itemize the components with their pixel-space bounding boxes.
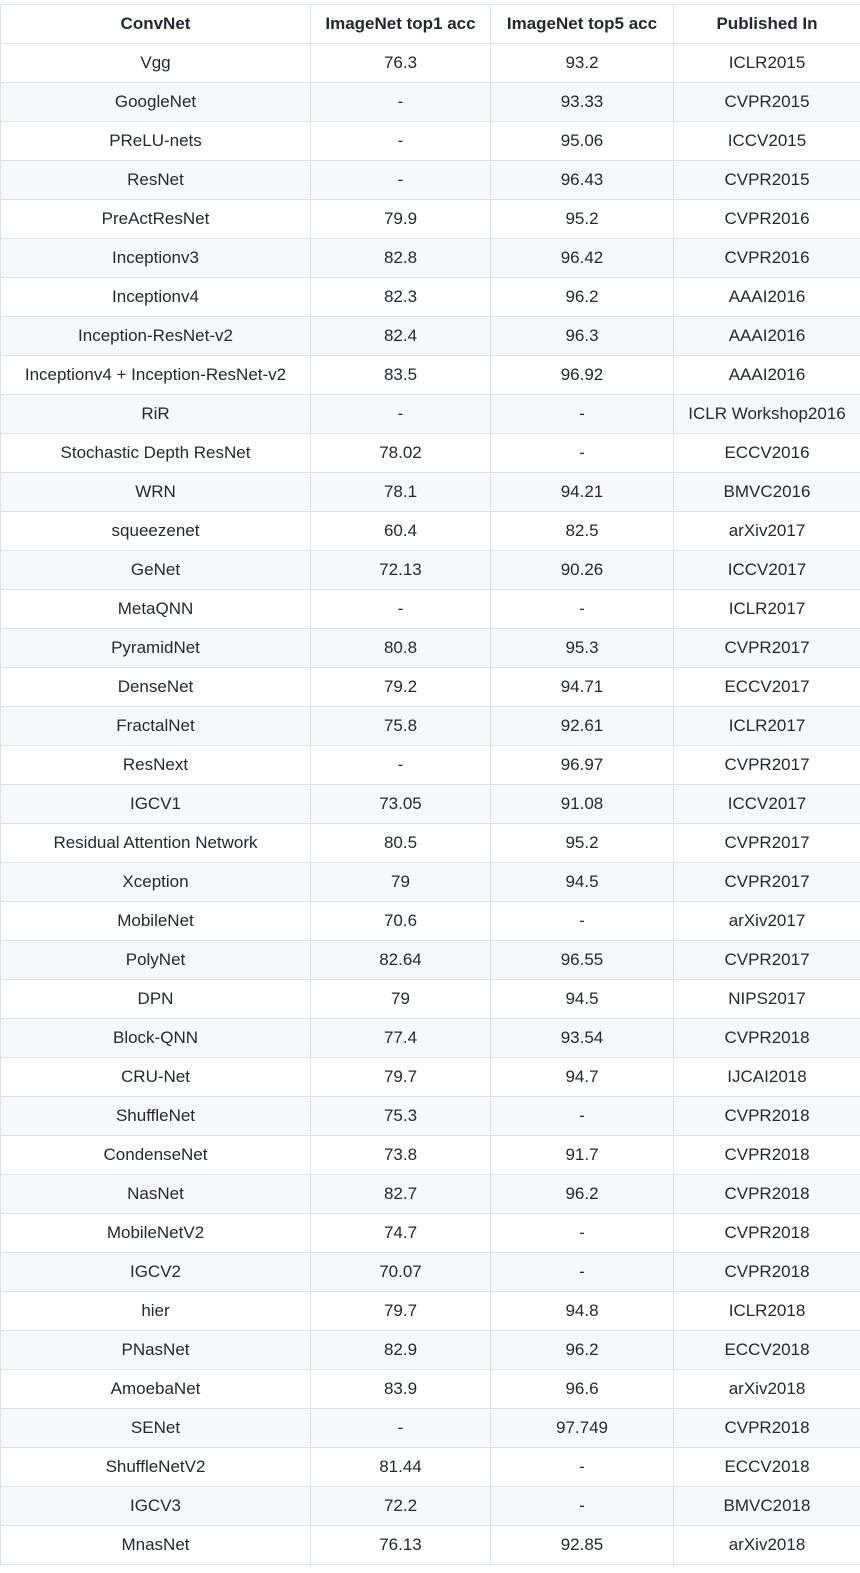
cell-published-in: ICLR2017: [674, 590, 860, 629]
cell-top5-acc: 96.6: [491, 1370, 674, 1409]
cell-published-in: IJCAI2018: [674, 1058, 860, 1097]
cell-published-in: ICLR2015: [674, 44, 860, 83]
cell-published-in: CVPR2015: [674, 161, 860, 200]
cell-published-in: BMVC2018: [674, 1487, 860, 1526]
cell-convnet: ShuffleNet: [1, 1097, 311, 1136]
cell-published-in: ICLR2018: [674, 1292, 860, 1331]
table-row: [1, 668, 860, 707]
cell-published-in: CVPR2017: [674, 941, 860, 980]
cell-published-in: CVPR2018: [674, 1253, 860, 1292]
cell-top5-acc: 91.08: [491, 785, 674, 824]
cell-published-in: CVPR2018: [674, 1409, 860, 1448]
table-row: [1, 1292, 860, 1331]
cell-top1-acc: -: [311, 1409, 491, 1448]
header-published-in: Published In: [674, 5, 860, 44]
cell-convnet: SENet: [1, 1409, 311, 1448]
cell-top5-acc: 93.2: [491, 44, 674, 83]
cell-top1-acc: 78.1: [311, 473, 491, 512]
table-row: [1, 122, 860, 161]
cell-published-in: arXiv2018: [674, 1526, 860, 1565]
table-row: [1, 785, 860, 824]
cell-published-in: arXiv2017: [674, 512, 860, 551]
cell-convnet: Stochastic Depth ResNet: [1, 434, 311, 473]
cell-top5-acc: 92.85: [491, 1526, 674, 1565]
table-row: [1, 434, 860, 473]
cell-published-in: CVPR2018: [674, 1019, 860, 1058]
cell-convnet: hier: [1, 1292, 311, 1331]
cell-convnet: FractalNet: [1, 707, 311, 746]
cell-convnet: NasNet: [1, 1175, 311, 1214]
cell-top1-acc: -: [311, 122, 491, 161]
cell-published-in: ICCV2015: [674, 122, 860, 161]
table-row: [1, 1253, 860, 1292]
cell-top5-acc: 94.5: [491, 863, 674, 902]
cell-convnet: PolyNet: [1, 941, 311, 980]
table-row: [1, 824, 860, 863]
cell-top5-acc: 96.92: [491, 356, 674, 395]
cell-published-in: CVPR2018: [674, 1097, 860, 1136]
cell-published-in: CVPR2017: [674, 863, 860, 902]
cell-published-in: ICCV2017: [674, 785, 860, 824]
cell-top5-acc: 96.2: [491, 1331, 674, 1370]
table-row: [1, 707, 860, 746]
cell-published-in: CVPR2017: [674, 629, 860, 668]
cell-published-in: ICLR Workshop2016: [674, 395, 860, 434]
cell-top1-acc: 82.64: [311, 941, 491, 980]
cell-convnet: GoogleNet: [1, 83, 311, 122]
table-row: [1, 1136, 860, 1175]
cell-published-in: CVPR2018: [674, 1136, 860, 1175]
cell-top5-acc: 96.55: [491, 941, 674, 980]
table-row: [1, 1175, 860, 1214]
table-row: [1, 200, 860, 239]
cell-top5-acc: 96.2: [491, 278, 674, 317]
table-row: [1, 1370, 860, 1409]
table-row: [1, 1097, 860, 1136]
cell-published-in: AAAI2016: [674, 356, 860, 395]
cell-convnet: CRU-Net: [1, 1058, 311, 1097]
cell-top5-acc: -: [491, 590, 674, 629]
cell-convnet: ResNext: [1, 746, 311, 785]
cell-top1-acc: 82.9: [311, 1331, 491, 1370]
cell-top5-acc: 82.5: [491, 512, 674, 551]
table-row: [1, 395, 860, 434]
cell-convnet: CondenseNet: [1, 1136, 311, 1175]
cell-published-in: ICLR2017: [674, 707, 860, 746]
cell-top1-acc: -: [311, 161, 491, 200]
cell-top5-acc: 94.71: [491, 668, 674, 707]
table-row: [1, 473, 860, 512]
cell-convnet: PreActResNet: [1, 200, 311, 239]
cell-top1-acc: 82.3: [311, 278, 491, 317]
cell-convnet: WRN: [1, 473, 311, 512]
cell-top1-acc: 75.3: [311, 1097, 491, 1136]
cell-published-in: CVPR2018: [674, 1214, 860, 1253]
table-row: [1, 746, 860, 785]
cell-top5-acc: 95.2: [491, 824, 674, 863]
table-row: [1, 44, 860, 83]
cell-convnet: Inceptionv4: [1, 278, 311, 317]
cell-top1-acc: 79.2: [311, 668, 491, 707]
table-row: [1, 1019, 860, 1058]
cell-convnet: MetaQNN: [1, 590, 311, 629]
cell-top1-acc: 72.13: [311, 551, 491, 590]
header-convnet: ConvNet: [1, 5, 311, 44]
cell-top5-acc: 96.42: [491, 239, 674, 278]
cell-convnet: IGCV1: [1, 785, 311, 824]
cell-top5-acc: 91.7: [491, 1136, 674, 1175]
cell-top1-acc: -: [311, 83, 491, 122]
cell-convnet: RiR: [1, 395, 311, 434]
cell-top1-acc: -: [311, 395, 491, 434]
table-row: [1, 161, 860, 200]
cell-top1-acc: 75.8: [311, 707, 491, 746]
cell-convnet: GeNet: [1, 551, 311, 590]
cell-top5-acc: -: [491, 1214, 674, 1253]
cell-top1-acc: 76.3: [311, 44, 491, 83]
cell-top1-acc: 82.8: [311, 239, 491, 278]
table-row: [1, 356, 860, 395]
cell-published-in: ECCV2017: [674, 668, 860, 707]
cell-convnet: squeezenet: [1, 512, 311, 551]
cell-published-in: BMVC2016: [674, 473, 860, 512]
cell-top1-acc: 83.5: [311, 356, 491, 395]
cell-top5-acc: 90.26: [491, 551, 674, 590]
header-top5-acc: ImageNet top5 acc: [491, 5, 674, 44]
cell-convnet: PyramidNet: [1, 629, 311, 668]
cell-top1-acc: 79.7: [311, 1058, 491, 1097]
cell-top1-acc: 77.4: [311, 1019, 491, 1058]
table-row: [1, 941, 860, 980]
table-row: [1, 83, 860, 122]
cell-top5-acc: 94.21: [491, 473, 674, 512]
cell-top5-acc: -: [491, 434, 674, 473]
cell-top1-acc: 80.8: [311, 629, 491, 668]
table-row: [1, 239, 860, 278]
cell-top5-acc: 93.33: [491, 83, 674, 122]
cell-top1-acc: 83.9: [311, 1370, 491, 1409]
cell-top1-acc: 79: [311, 863, 491, 902]
cell-top5-acc: 96.97: [491, 746, 674, 785]
cell-published-in: CVPR2015: [674, 83, 860, 122]
cell-top1-acc: 82.7: [311, 1175, 491, 1214]
cell-convnet: DenseNet: [1, 668, 311, 707]
cell-top1-acc: 73.05: [311, 785, 491, 824]
table-row: [1, 551, 860, 590]
cell-top5-acc: 94.8: [491, 1292, 674, 1331]
cell-convnet: ShuffleNetV2: [1, 1448, 311, 1487]
cell-top5-acc: 94.7: [491, 1058, 674, 1097]
cell-published-in: NIPS2017: [674, 980, 860, 1019]
cell-convnet: DPN: [1, 980, 311, 1019]
table-row: [1, 1526, 860, 1565]
cell-convnet: PReLU-nets: [1, 122, 311, 161]
table-row: [1, 1331, 860, 1370]
cell-top5-acc: -: [491, 902, 674, 941]
cell-top5-acc: 96.43: [491, 161, 674, 200]
cell-convnet: PNasNet: [1, 1331, 311, 1370]
cell-published-in: ECCV2018: [674, 1331, 860, 1370]
cell-top5-acc: -: [491, 1487, 674, 1526]
cell-top1-acc: -: [311, 746, 491, 785]
cell-convnet: Block-QNN: [1, 1019, 311, 1058]
cell-convnet: Inceptionv4 + Inception-ResNet-v2: [1, 356, 311, 395]
cell-top5-acc: 93.54: [491, 1019, 674, 1058]
cell-top1-acc: 73.8: [311, 1136, 491, 1175]
table-row: [1, 1058, 860, 1097]
cell-top1-acc: 80.5: [311, 824, 491, 863]
cell-top1-acc: 79.7: [311, 1292, 491, 1331]
cell-convnet: Xception: [1, 863, 311, 902]
cell-convnet: MobileNetV2: [1, 1214, 311, 1253]
cell-top5-acc: -: [491, 1097, 674, 1136]
cell-top5-acc: 96.3: [491, 317, 674, 356]
cell-convnet: Residual Attention Network: [1, 824, 311, 863]
cell-published-in: AAAI2016: [674, 278, 860, 317]
cell-convnet: IGCV2: [1, 1253, 311, 1292]
cell-published-in: AAAI2016: [674, 317, 860, 356]
table-row: [1, 1214, 860, 1253]
cell-convnet: Inception-ResNet-v2: [1, 317, 311, 356]
cell-top1-acc: 70.6: [311, 902, 491, 941]
cell-top1-acc: 72.2: [311, 1487, 491, 1526]
cell-top5-acc: -: [491, 395, 674, 434]
cell-top1-acc: 74.7: [311, 1214, 491, 1253]
table-row: [1, 278, 860, 317]
cell-convnet: Inceptionv3: [1, 239, 311, 278]
table-row: [1, 1448, 860, 1487]
cell-convnet: AmoebaNet: [1, 1370, 311, 1409]
cell-top1-acc: 78.02: [311, 434, 491, 473]
cell-convnet: MobileNet: [1, 902, 311, 941]
table-row: [1, 629, 860, 668]
cell-top1-acc: -: [311, 590, 491, 629]
cell-top5-acc: 95.2: [491, 200, 674, 239]
table-row: [1, 590, 860, 629]
table-row: [1, 1409, 860, 1448]
cell-published-in: CVPR2016: [674, 200, 860, 239]
cell-top1-acc: 82.4: [311, 317, 491, 356]
cell-published-in: CVPR2017: [674, 746, 860, 785]
table-body: [1, 44, 860, 1565]
convnet-comparison-table: [0, 4, 860, 1565]
cell-top1-acc: 79.9: [311, 200, 491, 239]
cell-published-in: ICCV2017: [674, 551, 860, 590]
cell-top5-acc: -: [491, 1448, 674, 1487]
cell-published-in: arXiv2017: [674, 902, 860, 941]
cell-top1-acc: 76.13: [311, 1526, 491, 1565]
cell-top5-acc: 96.2: [491, 1175, 674, 1214]
cell-top5-acc: 97.749: [491, 1409, 674, 1448]
cell-published-in: CVPR2018: [674, 1175, 860, 1214]
cell-published-in: CVPR2016: [674, 239, 860, 278]
cell-top1-acc: 70.07: [311, 1253, 491, 1292]
table-header-row: [1, 5, 860, 44]
cell-top1-acc: 81.44: [311, 1448, 491, 1487]
cell-top5-acc: 94.5: [491, 980, 674, 1019]
cell-top1-acc: 60.4: [311, 512, 491, 551]
table-row: [1, 512, 860, 551]
table-row: [1, 317, 860, 356]
cell-convnet: IGCV3: [1, 1487, 311, 1526]
table-row: [1, 1487, 860, 1526]
table-row: [1, 980, 860, 1019]
cell-top5-acc: 95.06: [491, 122, 674, 161]
cell-convnet: MnasNet: [1, 1526, 311, 1565]
table-row: [1, 902, 860, 941]
cell-convnet: ResNet: [1, 161, 311, 200]
cell-top5-acc: 95.3: [491, 629, 674, 668]
cell-published-in: ECCV2018: [674, 1448, 860, 1487]
cell-convnet: Vgg: [1, 44, 311, 83]
cell-top1-acc: 79: [311, 980, 491, 1019]
cell-published-in: CVPR2017: [674, 824, 860, 863]
header-top1-acc: ImageNet top1 acc: [311, 5, 491, 44]
cell-top5-acc: 92.61: [491, 707, 674, 746]
cell-top5-acc: -: [491, 1253, 674, 1292]
table-row: [1, 863, 860, 902]
cell-published-in: ECCV2016: [674, 434, 860, 473]
cell-published-in: arXiv2018: [674, 1370, 860, 1409]
